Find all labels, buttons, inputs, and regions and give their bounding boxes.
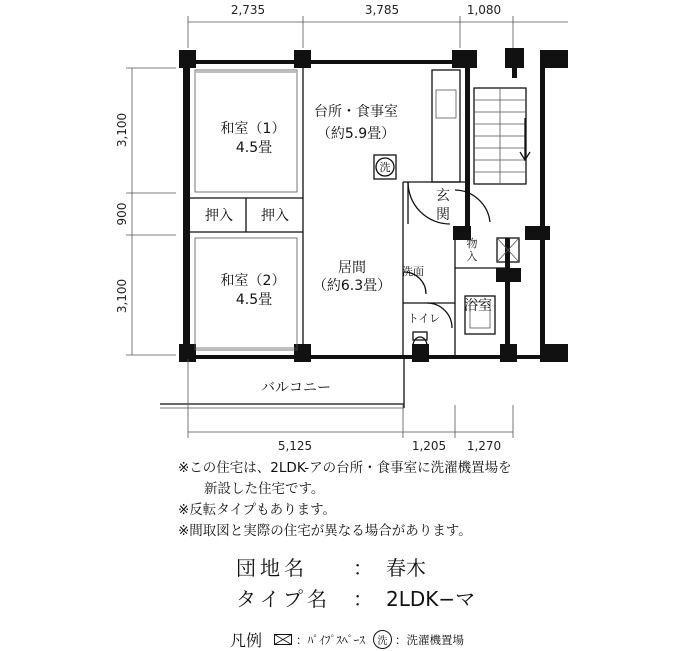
dim-left-2: 900 xyxy=(115,202,129,226)
room-washitsu2-name: 和室（2） xyxy=(220,273,286,289)
note-1: ※この住宅は、2LDK-アの台所・食事室に洗濯機置場を xyxy=(178,460,512,476)
room-washitsu2-size: 4.5畳 xyxy=(235,292,273,308)
walls xyxy=(179,48,568,362)
type-value: 2LDK−マ xyxy=(386,586,476,611)
room-bath: 浴室 xyxy=(464,298,492,314)
dim-top-2: 3,785 xyxy=(364,3,400,17)
washer-symbol-text: 洗 xyxy=(379,161,391,174)
legend-washer: ：洗濯機置場 xyxy=(395,632,465,647)
room-living-size: （約6.3畳） xyxy=(312,278,392,294)
dim-top-1: 2,735 xyxy=(230,3,266,17)
dim-top-3: 1,080 xyxy=(466,3,502,17)
note-1-continued: 新設した住宅です。 xyxy=(204,481,325,497)
note-2: ※反転タイプもあります。 xyxy=(178,502,337,518)
dim-bottom-2: 1,205 xyxy=(411,439,447,453)
type-label: タイプ名 xyxy=(236,586,331,611)
staircase xyxy=(474,88,530,184)
dim-bottom-3: 1,270 xyxy=(466,439,502,453)
room-genkan-2: 関 xyxy=(436,207,450,223)
balcony-label: バルコニー xyxy=(261,380,331,396)
note-3: ※間取図と実際の住宅が異なる場合があります。 xyxy=(178,523,472,539)
notes xyxy=(178,458,512,542)
room-kitchen-name: 台所・食事室 xyxy=(314,104,398,120)
legend xyxy=(230,628,472,651)
pipe-space-icon xyxy=(274,634,292,645)
room-oshiire-left: 押入 xyxy=(205,208,233,224)
room-washitsu1-name: 和室（1） xyxy=(220,121,286,137)
dim-left-1: 3,100 xyxy=(115,112,129,148)
room-toilet: トイレ xyxy=(407,312,441,325)
washer-symbol-icon xyxy=(374,155,396,179)
room-washroom: 洗面 xyxy=(402,265,424,278)
type-row xyxy=(236,583,475,614)
legend-title: 凡例 xyxy=(230,631,263,650)
room-kitchen-size: （約5.9畳） xyxy=(316,126,396,142)
property-info xyxy=(236,552,475,614)
room-genkan-1: 玄 xyxy=(436,188,450,204)
dimension-lines xyxy=(126,16,568,438)
room-oshiire-right: 押入 xyxy=(261,208,289,224)
room-storage-1: 物 xyxy=(466,237,478,250)
type-separator: ： xyxy=(353,586,373,611)
dim-left-3: 3,100 xyxy=(115,278,129,314)
legend-washer-icon: 洗 xyxy=(373,630,392,649)
danchi-row xyxy=(236,552,475,583)
room-living-name: 居間 xyxy=(338,260,366,276)
dim-bottom-1: 5,125 xyxy=(277,439,313,453)
room-storage-2: 入 xyxy=(466,250,478,263)
legend-pipe-space: ：ﾊﾟｲﾌﾟｽﾍﾟｰｽ xyxy=(296,632,366,647)
danchi-separator: ： xyxy=(353,555,373,580)
room-washitsu1-size: 4.5畳 xyxy=(235,140,273,156)
danchi-label: 団地名 xyxy=(236,555,308,580)
danchi-value: 春木 xyxy=(386,555,426,580)
